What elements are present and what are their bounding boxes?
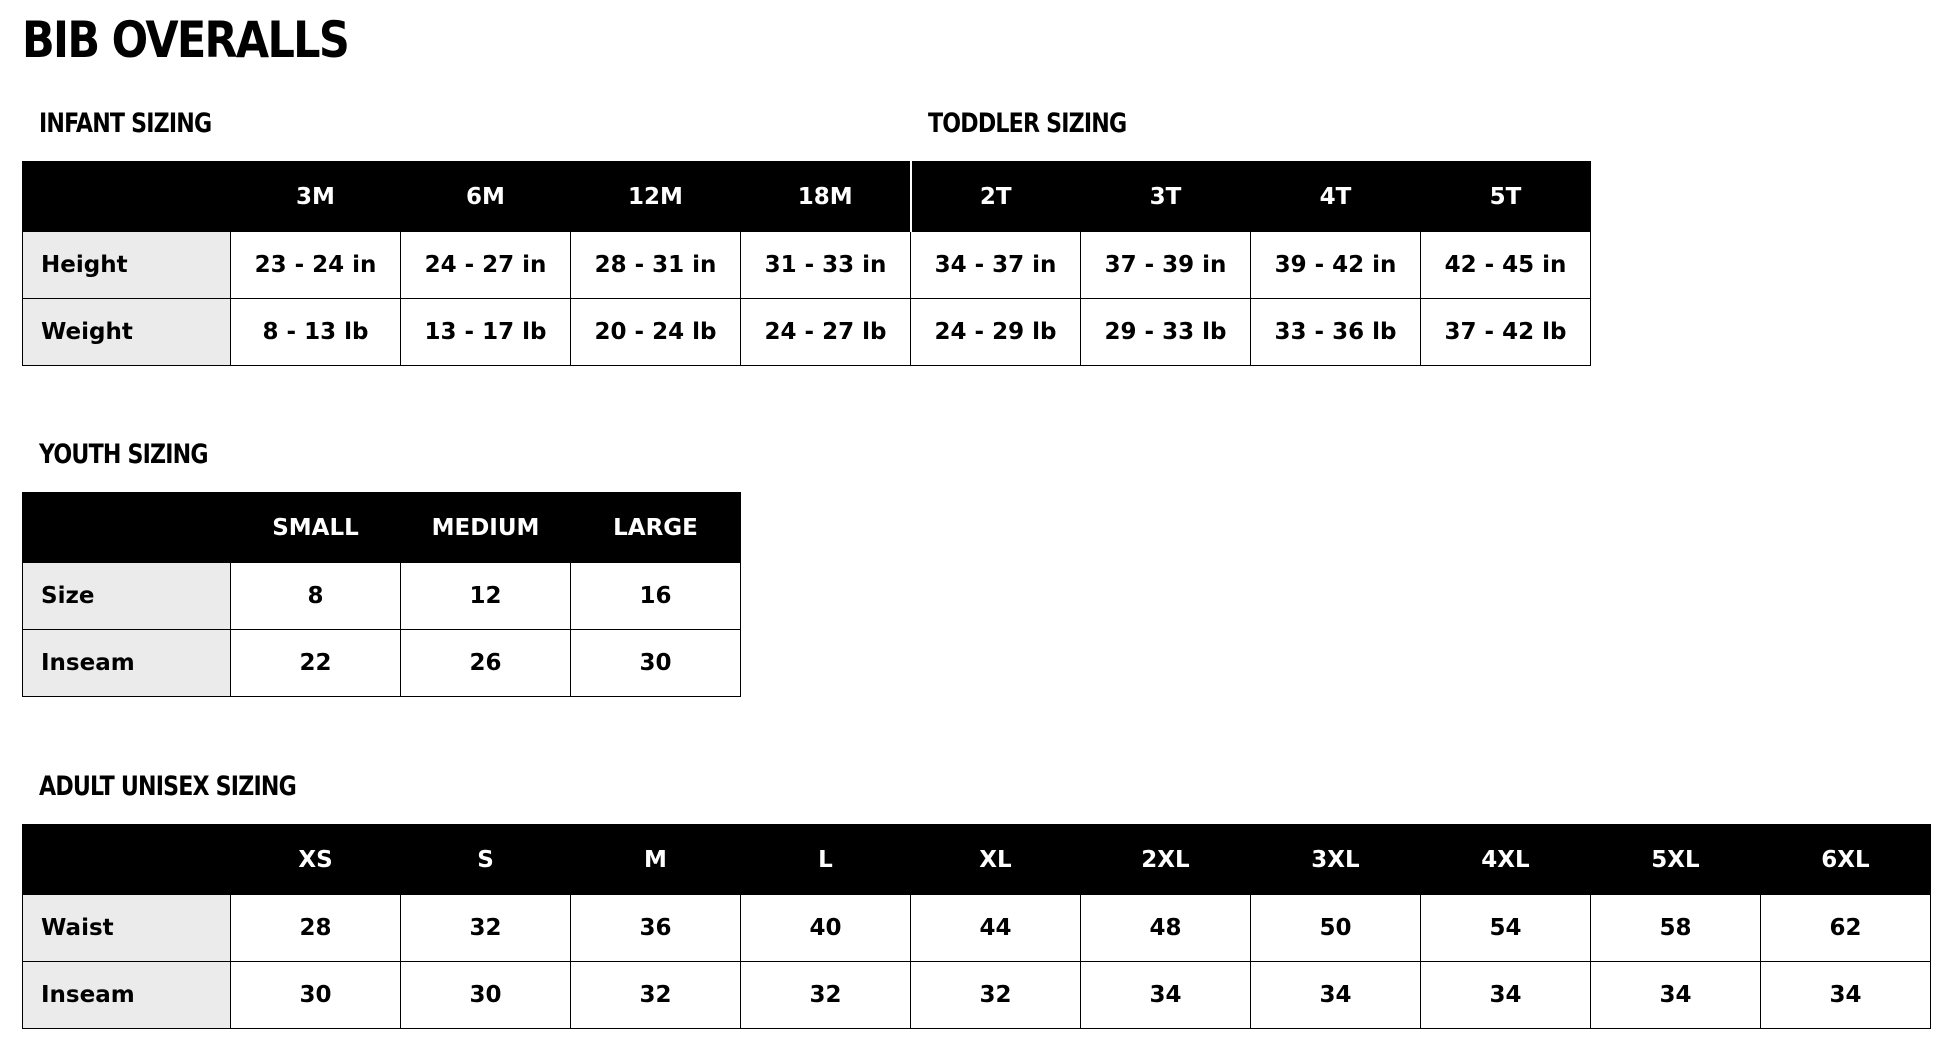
table-cell: 30 (571, 630, 741, 697)
column-header: 6XL (1761, 825, 1931, 895)
table-row (23, 630, 741, 697)
column-header: 6M (401, 162, 571, 232)
table-cell: 28 - 31 in (571, 232, 741, 299)
table-row (23, 962, 1931, 1029)
infant-sizing-title: INFANT SIZING (39, 108, 212, 139)
adult-sizing-title: ADULT UNISEX SIZING (39, 771, 296, 802)
table-cell: 20 - 24 lb (571, 299, 741, 366)
column-header: LARGE (571, 493, 741, 563)
column-header: L (741, 825, 911, 895)
column-header: 4T (1251, 162, 1421, 232)
table-cell: 30 (231, 962, 401, 1029)
column-header: 3T (1081, 162, 1251, 232)
table-cell: 40 (741, 895, 911, 962)
table-cell: 22 (231, 630, 401, 697)
table-cell: 32 (911, 962, 1081, 1029)
table-cell: 31 - 33 in (741, 232, 911, 299)
page-title: BIB OVERALLS (22, 11, 349, 69)
table-cell: 37 - 39 in (1081, 232, 1251, 299)
table-cell: 8 - 13 lb (231, 299, 401, 366)
row-label: Height (23, 232, 231, 299)
table-cell: 26 (401, 630, 571, 697)
table-cell: 32 (401, 895, 571, 962)
column-header: S (401, 825, 571, 895)
table-row (23, 232, 1591, 299)
youth-sizing-title: YOUTH SIZING (39, 439, 208, 470)
table-cell: 32 (571, 962, 741, 1029)
row-label: Waist (23, 895, 231, 962)
row-label: Inseam (23, 630, 231, 697)
table-cell: 16 (571, 563, 741, 630)
table-cell: 29 - 33 lb (1081, 299, 1251, 366)
column-header: SMALL (231, 493, 401, 563)
table-cell: 30 (401, 962, 571, 1029)
column-header: 2XL (1081, 825, 1251, 895)
table-cell: 33 - 36 lb (1251, 299, 1421, 366)
table-cell: 24 - 27 in (401, 232, 571, 299)
row-label: Weight (23, 299, 231, 366)
table-header-row (23, 162, 1591, 232)
table-row (23, 299, 1591, 366)
column-header: 4XL (1421, 825, 1591, 895)
table-cell: 24 - 27 lb (741, 299, 911, 366)
table-cell: 23 - 24 in (231, 232, 401, 299)
header-corner-cell (23, 825, 231, 895)
table-cell: 50 (1251, 895, 1421, 962)
table-row (23, 895, 1931, 962)
table-cell: 28 (231, 895, 401, 962)
column-header: M (571, 825, 741, 895)
header-corner-cell (23, 493, 231, 563)
toddler-sizing-title: TODDLER SIZING (928, 108, 1127, 139)
table-cell: 13 - 17 lb (401, 299, 571, 366)
table-header-row (23, 493, 741, 563)
table-cell: 36 (571, 895, 741, 962)
youth-table (22, 492, 741, 697)
table-cell: 34 - 37 in (911, 232, 1081, 299)
table-cell: 42 - 45 in (1421, 232, 1591, 299)
column-header: 18M (741, 162, 911, 232)
table-cell: 32 (741, 962, 911, 1029)
table-cell: 34 (1081, 962, 1251, 1029)
table-cell: 34 (1761, 962, 1931, 1029)
column-header: 2T (911, 162, 1081, 232)
column-header: MEDIUM (401, 493, 571, 563)
row-label: Inseam (23, 962, 231, 1029)
column-header: 5T (1421, 162, 1591, 232)
header-corner-cell (23, 162, 231, 232)
column-header: 5XL (1591, 825, 1761, 895)
table-cell: 58 (1591, 895, 1761, 962)
infant-toddler-table (22, 161, 1591, 366)
column-header: 12M (571, 162, 741, 232)
table-cell: 24 - 29 lb (911, 299, 1081, 366)
table-cell: 34 (1591, 962, 1761, 1029)
table-cell: 34 (1251, 962, 1421, 1029)
table-row (23, 563, 741, 630)
table-cell: 39 - 42 in (1251, 232, 1421, 299)
column-header: 3M (231, 162, 401, 232)
table-cell: 34 (1421, 962, 1591, 1029)
table-cell: 62 (1761, 895, 1931, 962)
table-cell: 12 (401, 563, 571, 630)
table-cell: 54 (1421, 895, 1591, 962)
column-header: XL (911, 825, 1081, 895)
table-cell: 44 (911, 895, 1081, 962)
table-cell: 37 - 42 lb (1421, 299, 1591, 366)
table-cell: 8 (231, 563, 401, 630)
adult-table (22, 824, 1931, 1029)
table-cell: 48 (1081, 895, 1251, 962)
table-header-row (23, 825, 1931, 895)
column-header: XS (231, 825, 401, 895)
row-label: Size (23, 563, 231, 630)
column-header: 3XL (1251, 825, 1421, 895)
